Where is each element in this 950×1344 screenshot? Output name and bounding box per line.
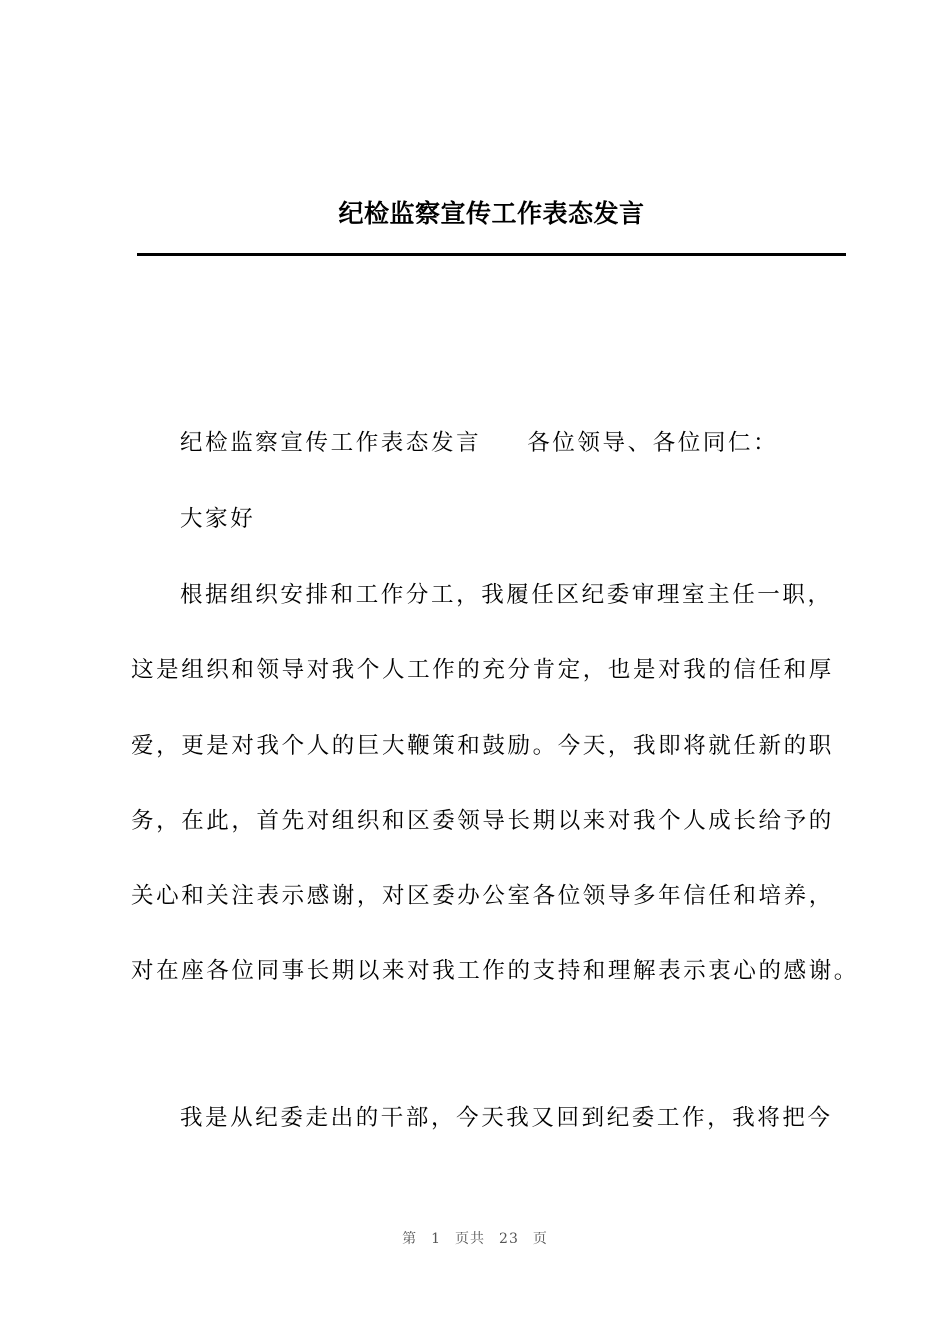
paragraph1-line-5: 关心和关注表示感谢，对区委办公室各位领导多年信任和培养， bbox=[131, 883, 834, 909]
footer-current-page: 1 bbox=[431, 1231, 442, 1247]
paragraph1-line-2: 这是组织和领导对我个人工作的充分肯定，也是对我的信任和厚 bbox=[131, 657, 834, 683]
paragraph2-line-1: 我是从纪委走出的干部，今天我又回到纪委工作，我将把今 bbox=[180, 1105, 833, 1131]
title-underline bbox=[137, 253, 846, 256]
intro-line bbox=[180, 414, 778, 472]
footer-middle: 页共 bbox=[455, 1231, 486, 1247]
page-footer bbox=[0, 1228, 950, 1248]
greeting-line: 大家好 bbox=[180, 506, 256, 532]
footer-prefix: 第 bbox=[402, 1231, 418, 1247]
footer-total-pages: 23 bbox=[499, 1231, 519, 1247]
document-title: 纪检监察宣传工作表态发言 bbox=[338, 199, 645, 228]
paragraph1-line-1: 根据组织安排和工作分工，我履任区纪委审理室主任一职， bbox=[180, 582, 833, 608]
footer-suffix: 页 bbox=[532, 1231, 548, 1247]
intro-title-text: 纪检监察宣传工作表态发言 bbox=[180, 430, 482, 456]
paragraph1-line-4: 务，在此，首先对组织和区委领导长期以来对我个人成长给予的 bbox=[131, 808, 834, 834]
salutation-text: 各位领导、各位同仁： bbox=[527, 430, 779, 456]
paragraph1-line-6: 对在座各位同事长期以来对我工作的支持和理解表示衷心的感谢。 bbox=[131, 958, 859, 984]
paragraph1-line-3: 爱，更是对我个人的巨大鞭策和鼓励。今天，我即将就任新的职 bbox=[131, 733, 834, 759]
